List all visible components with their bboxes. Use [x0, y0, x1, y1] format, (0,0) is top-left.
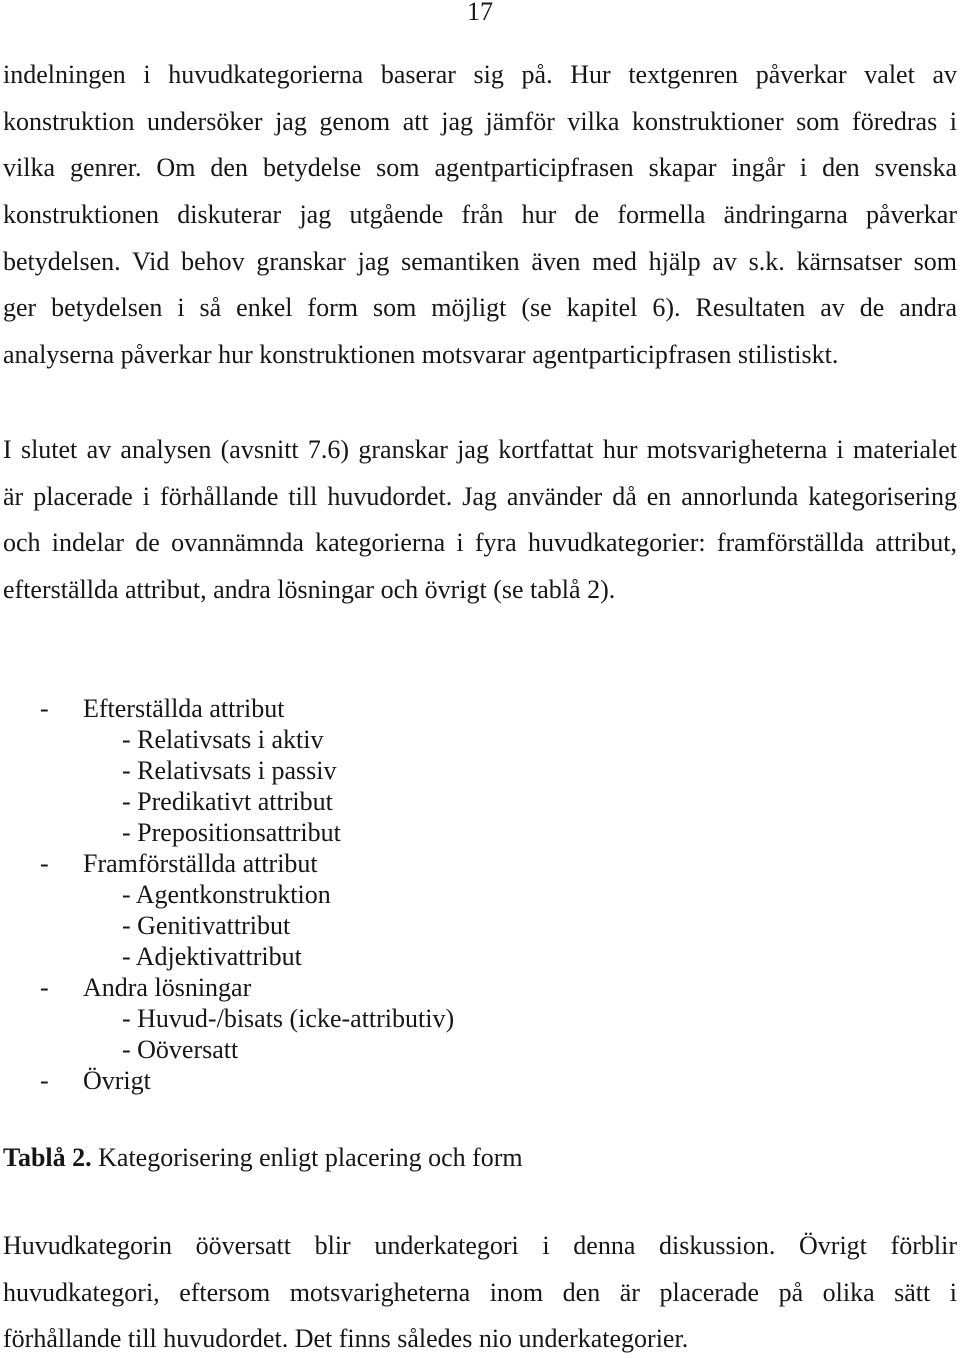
outline-subitem — [0, 1003, 960, 1034]
paragraph-3 — [3, 1228, 957, 1357]
list-marker: - — [40, 1065, 49, 1095]
outline-subitem-label: - Agentkonstruktion — [122, 879, 331, 909]
paragraph-line: ger betydelsen i så enkel form som möjligt (se kapitel 6). Resultaten av de andra — [3, 293, 957, 323]
paragraph-line: indelningen i huvudkategorierna baserar sig på. Hur textgenren påverkar valet av — [3, 60, 957, 89]
page-number: 17 — [467, 0, 493, 26]
paragraph-line: analyserna påverkar hur konstruktionen motsvarar agentparticipfrasen stilistiskt. — [3, 340, 839, 370]
outline-item — [0, 848, 960, 879]
list-marker: - — [40, 693, 49, 723]
outline-item-label: Andra lösningar — [83, 972, 252, 1002]
outline-subitem — [0, 1034, 960, 1065]
outline-subitem-label: - Predikativt attribut — [122, 786, 333, 816]
paragraph-line: I slutet av analysen (avsnitt 7.6) granskar jag kortfattat hur motsvarigheterna i materialet — [3, 435, 957, 464]
list-marker: - — [40, 848, 49, 878]
outline-item — [0, 972, 960, 1003]
paragraph-line: efterställda attribut, andra lösningar och övrigt (se tablå 2). — [3, 575, 616, 605]
outline-subitem — [0, 786, 960, 817]
outline-subitem — [0, 941, 960, 972]
paragraph-1 — [3, 57, 957, 373]
outline-subitem — [0, 910, 960, 941]
paragraph-line: konstruktionen diskuterar jag utgående från hur de formella ändringarna påverkar — [3, 200, 957, 230]
outline-subitem-label: - Relativsats i passiv — [122, 755, 337, 785]
paragraph-line: huvudkategori, eftersom motsvarigheterna inom den är placerade på olika sätt i — [3, 1277, 957, 1307]
outline-subitem-label: - Adjektivattribut — [122, 941, 302, 971]
category-outline — [0, 693, 960, 1096]
outline-subitem-label: - Huvud-/bisats (icke-attributiv) — [122, 1003, 455, 1033]
outline-item — [0, 1065, 960, 1096]
outline-item-label: Övrigt — [83, 1065, 151, 1095]
paragraph-line: vilka genrer. Om den betydelse som agentparticipfrasen skapar ingår i den svenska — [3, 153, 957, 183]
outline-item — [0, 693, 960, 724]
table-caption — [3, 1142, 523, 1173]
paragraph-line: förhållande till huvudordet. Det finns således nio underkategorier. — [3, 1324, 689, 1354]
outline-subitem-label: - Oöversatt — [122, 1034, 239, 1064]
paragraph-line: betydelsen. Vid behov granskar jag semantiken även med hjälp av s.k. kärnsatser som — [3, 246, 957, 276]
outline-subitem-label: - Genitivattribut — [122, 910, 291, 940]
paragraph-2 — [3, 432, 957, 608]
outline-subitem — [0, 724, 960, 755]
outline-subitem — [0, 755, 960, 786]
caption-text: Kategorisering enligt placering och form — [98, 1142, 523, 1172]
paragraph-line: Huvudkategorin ööversatt blir underkategori i denna diskussion. Övrigt förblir — [3, 1231, 957, 1260]
caption-label: Tablå 2. — [3, 1142, 92, 1172]
outline-item-label: Framförställda attribut — [83, 848, 318, 878]
paragraph-line: och indelar de ovannämnda kategorierna i fyra huvudkategorier: framförställda attribut, — [3, 528, 957, 558]
outline-subitem — [0, 879, 960, 910]
paragraph-line: är placerade i förhållande till huvudordet. Jag använder då en annorlunda kategorisering — [3, 481, 957, 511]
outline-subitem-label: - Prepositionsattribut — [122, 817, 341, 847]
outline-item-label: Efterställda attribut — [83, 693, 285, 723]
outline-subitem — [0, 817, 960, 848]
outline-subitem-label: - Relativsats i aktiv — [122, 724, 324, 754]
list-marker: - — [40, 972, 49, 1002]
paragraph-line: konstruktion undersöker jag genom att jag jämför vilka konstruktioner som föredras i — [3, 106, 957, 136]
